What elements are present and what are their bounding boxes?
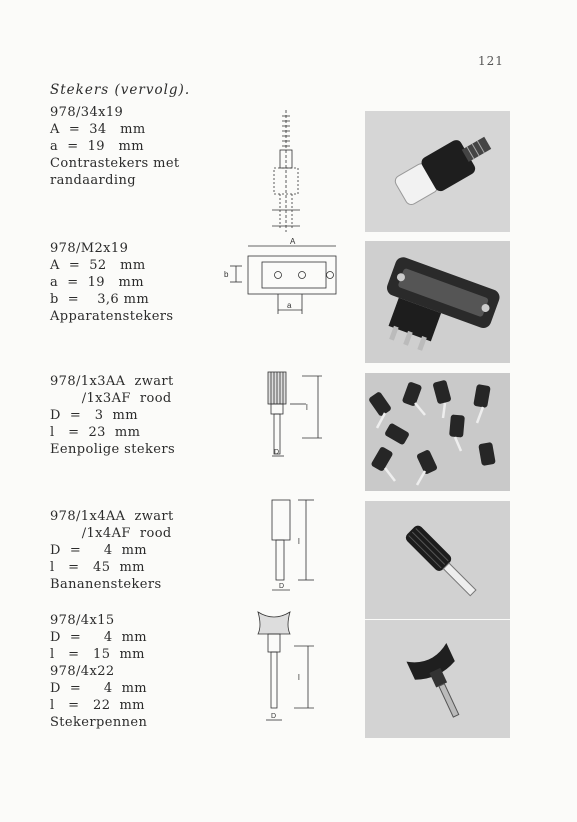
dimension-label-D: D — [271, 713, 277, 720]
stekerpen-drawing — [250, 606, 328, 730]
section-heading: Stekers (vervolg). — [50, 82, 191, 98]
spec-line: D = 3 mm — [50, 408, 138, 423]
spec-line: Contrastekers met — [50, 156, 180, 171]
spec-block-bananenstekers — [50, 508, 174, 593]
spec-line: 978/4x15 — [50, 613, 115, 628]
spec-line: /1x3AF rood — [50, 391, 172, 406]
dimension-label-D: D — [279, 583, 285, 590]
banansteker-photo — [365, 501, 510, 619]
spec-block-apparatenstekers — [50, 240, 173, 325]
spec-line: a = 19 mm — [50, 139, 144, 154]
spec-line: l = 23 mm — [50, 425, 141, 440]
spec-line: 978/1x3AA zwart — [50, 374, 174, 389]
spec-line: D = 4 mm — [50, 543, 148, 558]
spec-line: 978/M2x19 — [50, 241, 129, 256]
eenpolige-steker-drawing — [262, 368, 332, 462]
eenpolige-stekers-photo — [365, 373, 510, 491]
banansteker-drawing — [262, 496, 322, 600]
dimension-label-a: a — [287, 301, 292, 310]
spec-line: b = 3,6 mm — [50, 292, 150, 307]
spec-line: D = 4 mm — [50, 630, 148, 645]
spec-line: Eenpolige stekers — [50, 442, 176, 457]
apparatensteker-drawing — [218, 236, 348, 322]
spec-line: 978/1x4AA zwart — [50, 509, 174, 524]
spec-block-contrastekers — [50, 104, 180, 189]
spec-line: D = 4 mm — [50, 681, 148, 696]
stekerpennen-photo — [365, 620, 510, 738]
dimension-label-l: l — [298, 537, 300, 546]
spec-line: Bananenstekers — [50, 577, 162, 592]
dimension-label-b: b — [224, 270, 229, 279]
dimension-label-l: l — [306, 403, 308, 412]
spec-line: l = 22 mm — [50, 698, 145, 713]
spec-line: /1x4AF rood — [50, 526, 172, 541]
spec-line: 978/4x22 — [50, 664, 115, 679]
spec-block-eenpolige-stekers — [50, 373, 175, 458]
spec-line: A = 52 mm — [50, 258, 146, 273]
spec-line: randaarding — [50, 173, 136, 188]
contrasteker-drawing — [262, 108, 312, 234]
page-number: 121 — [478, 54, 504, 68]
dimension-label-l: l — [298, 673, 300, 682]
spec-block-stekerpennen — [50, 612, 147, 731]
spec-line: l = 15 mm — [50, 647, 145, 662]
spec-line: Stekerpennen — [50, 715, 148, 730]
dimension-label-D: D — [274, 449, 280, 456]
spec-line: Apparatenstekers — [50, 309, 174, 324]
spec-line: 978/34x19 — [50, 105, 124, 120]
contrasteker-photo — [365, 111, 510, 232]
apparatensteker-photo — [365, 241, 510, 363]
dimension-label-A: A — [290, 237, 296, 246]
spec-line: A = 34 mm — [50, 122, 146, 137]
spec-line: l = 45 mm — [50, 560, 145, 575]
spec-line: a = 19 mm — [50, 275, 144, 290]
